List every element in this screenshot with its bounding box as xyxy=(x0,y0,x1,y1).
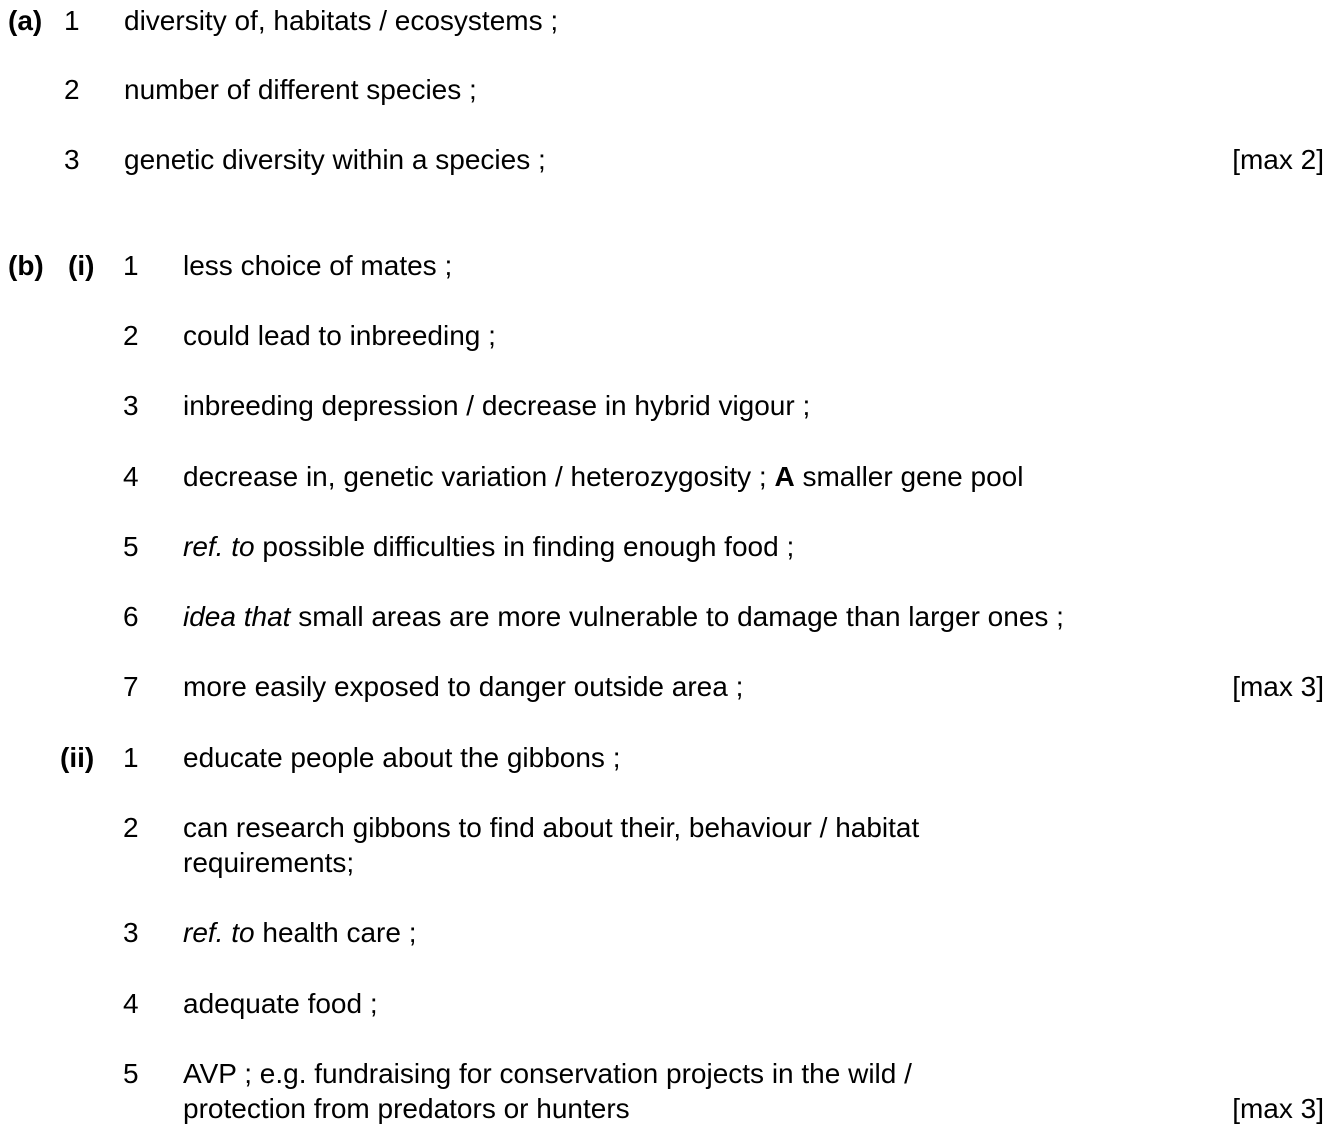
answer-text: more easily exposed to danger outside area ; xyxy=(183,671,744,702)
answer-text-continued: protection from predators or hunters xyxy=(183,1093,630,1124)
item-number: 2 xyxy=(123,320,139,351)
italic-lead: ref. to xyxy=(183,917,255,948)
answer-line xyxy=(183,530,794,564)
answer-text: decrease in, genetic variation / heterozygosity ; xyxy=(183,461,767,492)
accept-label: A xyxy=(774,461,795,492)
answer-text: genetic diversity within a species ; xyxy=(124,144,546,175)
item-number: 3 xyxy=(123,390,139,421)
answer-text: adequate food ; xyxy=(183,988,378,1019)
marks-label: [max 2] xyxy=(1232,144,1324,175)
sub-part-ii-label: (ii) xyxy=(60,742,95,773)
answer-text: number of different species ; xyxy=(124,74,477,105)
answer-text: inbreeding depression / decrease in hybrid vigour ; xyxy=(183,390,811,421)
part-a-label: (a) xyxy=(8,5,43,36)
answer-text-continued: requirements; xyxy=(183,847,355,878)
answer-text: diversity of, habitats / ecosystems ; xyxy=(124,5,559,36)
item-number: 4 xyxy=(123,988,139,1019)
answer-text: possible difficulties in finding enough food ; xyxy=(262,531,795,562)
accept-text: smaller gene pool xyxy=(802,461,1024,492)
answer-text: health care ; xyxy=(262,917,417,948)
answer-line xyxy=(183,460,1023,494)
item-number: 5 xyxy=(123,1058,139,1089)
italic-lead: idea that xyxy=(183,601,291,632)
marks-label: [max 3] xyxy=(1232,671,1324,702)
item-number: 3 xyxy=(64,144,80,175)
item-number: 4 xyxy=(123,461,139,492)
item-number: 6 xyxy=(123,601,139,632)
item-number: 7 xyxy=(123,671,139,702)
item-number: 1 xyxy=(123,250,139,281)
item-number: 1 xyxy=(64,5,80,36)
item-number: 3 xyxy=(123,917,139,948)
item-number: 1 xyxy=(123,742,139,773)
answer-line xyxy=(183,916,416,950)
answer-text: less choice of mates ; xyxy=(183,250,453,281)
answer-text: could lead to inbreeding ; xyxy=(183,320,496,351)
answer-line xyxy=(183,600,1064,634)
italic-lead: ref. to xyxy=(183,531,255,562)
marks-label: [max 3] xyxy=(1232,1093,1324,1124)
item-number: 5 xyxy=(123,531,139,562)
answer-text: educate people about the gibbons ; xyxy=(183,742,621,773)
item-number: 2 xyxy=(123,812,139,843)
sub-part-i-label: (i) xyxy=(68,250,95,281)
answer-text: AVP ; e.g. fundraising for conservation projects in the wild / xyxy=(183,1058,912,1089)
answer-text: small areas are more vulnerable to damage than larger ones ; xyxy=(298,601,1064,632)
answer-text: can research gibbons to find about their, behaviour / habitat xyxy=(183,812,920,843)
part-b-label: (b) xyxy=(8,250,44,281)
item-number: 2 xyxy=(64,74,80,105)
